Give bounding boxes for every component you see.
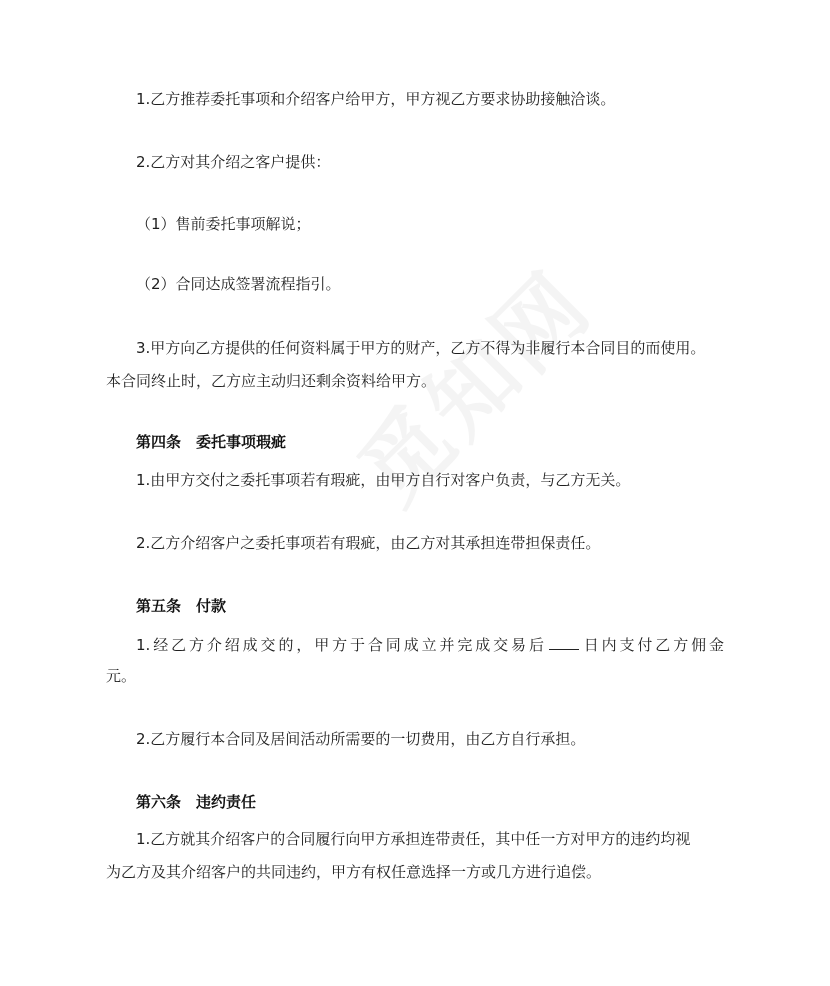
blank-days	[549, 633, 579, 650]
paragraph-2-item-2: （2）合同达成签署流程指引。	[136, 275, 341, 293]
paragraph-3-line-2: 本合同终止时，乙方应主动归还剩余资料给甲方。	[106, 372, 437, 390]
article-6-paragraph-1-line-2: 为乙方及其介绍客户的共同违约，甲方有权任意选择一方或几方进行追偿。	[106, 863, 602, 881]
article-6-heading: 第六条 违约责任	[136, 793, 257, 811]
article-5-paragraph-1-line-2: 元。	[106, 667, 137, 685]
article-5-paragraph-1-after: 日内支付乙方佣金	[580, 636, 724, 654]
article-4-paragraph-2: 2.乙方介绍客户之委托事项若有瑕疵，由乙方对其承担连带担保责任。	[136, 534, 601, 552]
article-5-paragraph-1-line-1	[136, 633, 724, 655]
article-4-paragraph-1: 1.由甲方交付之委托事项若有瑕疵，由甲方自行对客户负责，与乙方无关。	[136, 471, 631, 489]
paragraph-1: 1.乙方推荐委托事项和介绍客户给甲方，甲方视乙方要求协助接触洽谈。	[136, 90, 616, 108]
article-5-paragraph-1-before: 1.经乙方介绍成交的，甲方于合同成立并完成交易后	[136, 636, 547, 654]
article-5-paragraph-2: 2.乙方履行本合同及居间活动所需要的一切费用，由乙方自行承担。	[136, 730, 586, 748]
article-4-heading: 第四条 委托事项瑕疵	[136, 433, 287, 451]
article-6-paragraph-1-line-1: 1.乙方就其介绍客户的合同履行向甲方承担连带责任，其中任一方对甲方的违约均视	[136, 830, 691, 848]
paragraph-2-item-1: （1）售前委托事项解说；	[136, 215, 311, 233]
paragraph-2: 2.乙方对其介绍之客户提供：	[136, 153, 331, 171]
article-5-heading: 第五条 付款	[136, 597, 227, 615]
paragraph-3-line-1: 3.甲方向乙方提供的任何资料属于甲方的财产，乙方不得为非履行本合同目的而使用。	[136, 339, 706, 357]
